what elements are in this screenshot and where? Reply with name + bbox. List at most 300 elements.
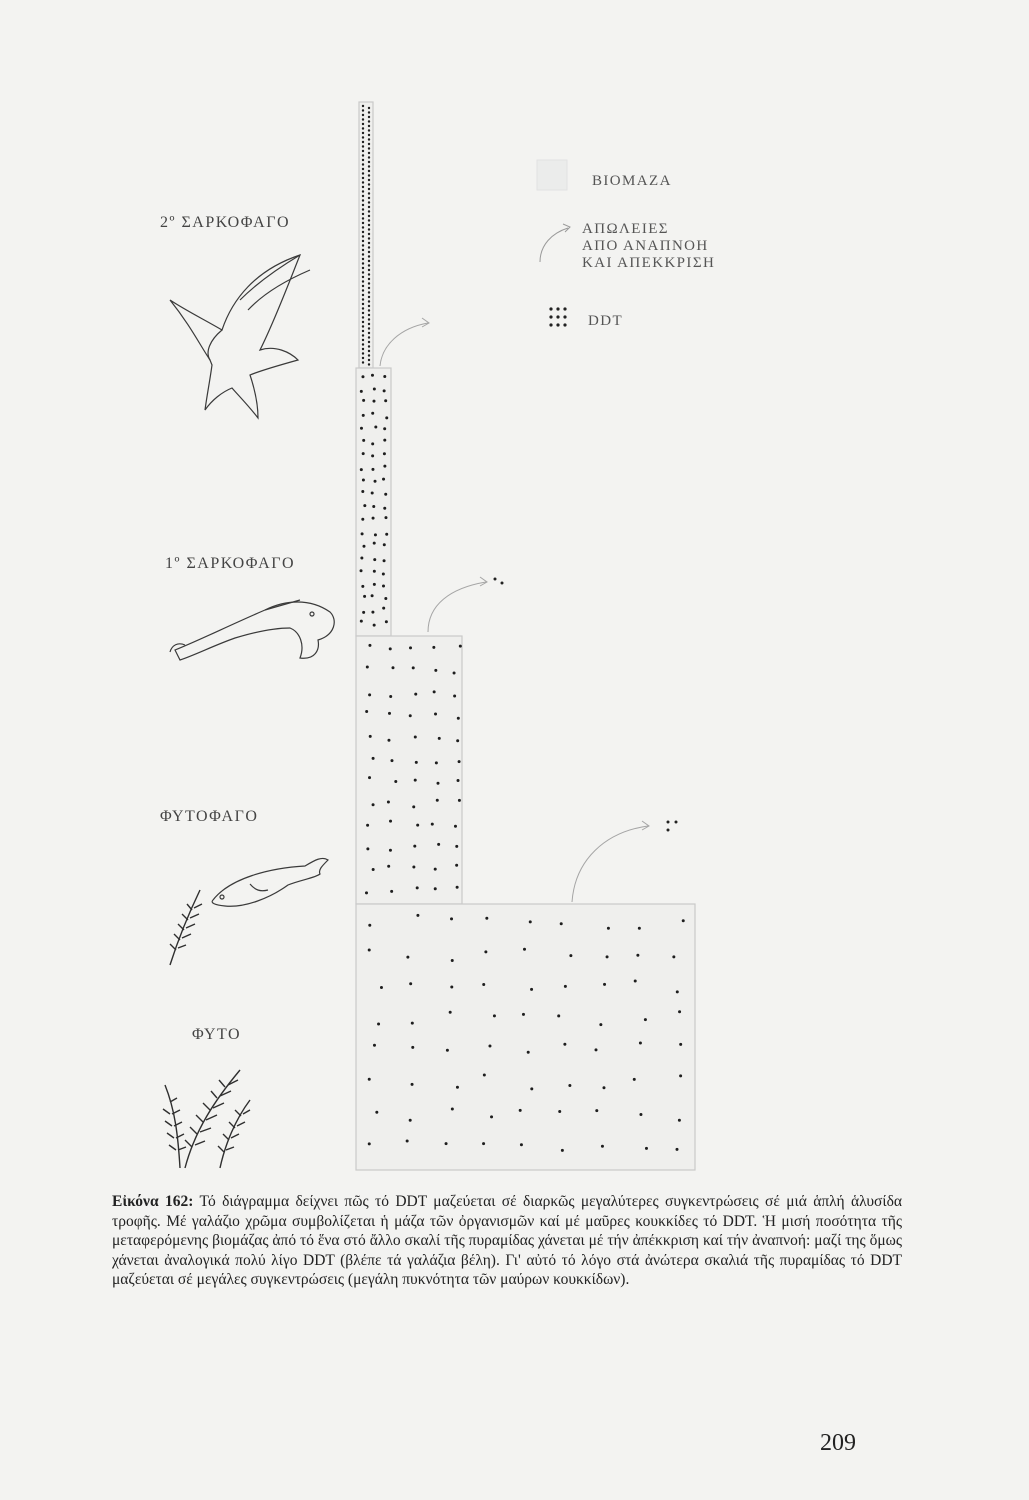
ddt-dot bbox=[362, 231, 364, 233]
ddt-dot bbox=[368, 296, 370, 298]
ddt-dot bbox=[368, 107, 370, 109]
ddt-dot bbox=[368, 219, 370, 221]
ddt-dot bbox=[409, 714, 412, 717]
ddt-dot bbox=[368, 314, 370, 316]
ddt-dot bbox=[362, 177, 364, 179]
ddt-dot bbox=[678, 1119, 681, 1122]
ddt-dot bbox=[412, 866, 415, 869]
ddt-dot bbox=[371, 611, 374, 614]
ddt-dot bbox=[456, 1086, 459, 1089]
ddt-dot bbox=[368, 188, 370, 190]
ddt-dot bbox=[437, 782, 440, 785]
ddt-dot bbox=[360, 390, 363, 393]
ddt-dot bbox=[368, 224, 370, 226]
ddt-dot bbox=[411, 1083, 414, 1086]
ddt-dot bbox=[435, 761, 438, 764]
ddt-dot bbox=[368, 210, 370, 212]
ddt-dot bbox=[362, 611, 365, 614]
ddt-dot bbox=[412, 805, 415, 808]
label-plant: ΦΥΤΟ bbox=[192, 1026, 242, 1043]
ddt-dot bbox=[372, 803, 375, 806]
ddt-dot bbox=[384, 516, 387, 519]
ddt-dot bbox=[682, 919, 685, 922]
ddt-dot bbox=[362, 479, 365, 482]
ddt-dot bbox=[368, 174, 370, 176]
ddt-dot bbox=[679, 1074, 682, 1077]
plant-icon bbox=[163, 1070, 250, 1168]
ddt-dot bbox=[362, 217, 364, 219]
ddt-dot bbox=[369, 735, 372, 738]
ddt-dot bbox=[363, 504, 366, 507]
ddt-dot bbox=[385, 533, 388, 536]
ddt-dot bbox=[368, 125, 370, 127]
ddt-dot bbox=[368, 161, 370, 163]
ddt-dot bbox=[385, 620, 388, 623]
ddt-dot bbox=[678, 1010, 681, 1013]
ddt-dot bbox=[434, 887, 437, 890]
ddt-dot bbox=[372, 505, 375, 508]
loss-arrow-bottom-icon bbox=[572, 826, 648, 902]
ddt-dot bbox=[372, 517, 375, 520]
ddt-dot bbox=[368, 323, 370, 325]
figure-caption bbox=[112, 1192, 902, 1290]
ddt-dot bbox=[389, 820, 392, 823]
ddt-dot bbox=[360, 569, 363, 572]
ddt-dot bbox=[368, 354, 370, 356]
ddt-dot bbox=[368, 350, 370, 352]
label-second-carnivore: 2º ΣΑΡΚΟΦΑΓΟ bbox=[160, 214, 291, 231]
ddt-dot bbox=[368, 282, 370, 284]
ddt-dot bbox=[362, 357, 364, 359]
ddt-dot bbox=[482, 983, 485, 986]
ddt-dot bbox=[368, 318, 370, 320]
ddt-dot bbox=[360, 556, 363, 559]
ddt-dot bbox=[607, 927, 610, 930]
ddt-dot bbox=[383, 543, 386, 546]
ddt-dot bbox=[368, 138, 370, 140]
ddt-dot bbox=[457, 779, 460, 782]
ddt-dot bbox=[599, 1023, 602, 1026]
ddt-dot bbox=[368, 264, 370, 266]
ddt-dot bbox=[362, 114, 364, 116]
ddt-dot bbox=[360, 468, 363, 471]
ddt-dot bbox=[368, 197, 370, 199]
ddt-dot bbox=[414, 693, 417, 696]
ddt-dot bbox=[368, 336, 370, 338]
ddt-dot bbox=[365, 710, 368, 713]
ddt-dot bbox=[373, 570, 376, 573]
ddt-dot bbox=[457, 717, 460, 720]
ddt-dot bbox=[458, 799, 461, 802]
ddt-dot bbox=[371, 492, 374, 495]
ddt-dot bbox=[406, 1140, 409, 1143]
ddt-dot bbox=[519, 1109, 522, 1112]
ddt-dot bbox=[409, 646, 412, 649]
ddt-dot bbox=[434, 713, 437, 716]
ddt-dot bbox=[564, 985, 567, 988]
ddt-dot bbox=[446, 1049, 449, 1052]
ddt-dot bbox=[368, 237, 370, 239]
ddt-dot bbox=[433, 690, 436, 693]
ddt-dot bbox=[371, 374, 374, 377]
legend-biomass-label: ΒΙΟΜΑΖΑ bbox=[592, 173, 672, 189]
ddt-dot bbox=[361, 518, 364, 521]
ddt-dot bbox=[368, 147, 370, 149]
legend-losses-line3: ΚΑΙ ΑΠΕΚΚΡΙΣΗ bbox=[582, 255, 716, 271]
ddt-dot bbox=[362, 109, 364, 111]
ddt-dot bbox=[380, 986, 383, 989]
ddt-dot bbox=[488, 1045, 491, 1048]
ddt-dot bbox=[368, 192, 370, 194]
ddt-dot bbox=[458, 760, 461, 763]
ddt-dot bbox=[362, 307, 364, 309]
ddt-dot bbox=[362, 235, 364, 237]
ddt-dot bbox=[368, 251, 370, 253]
ddt-dot bbox=[389, 695, 392, 698]
ddt-dot bbox=[368, 165, 370, 167]
ddt-dot bbox=[485, 917, 488, 920]
ddt-dot bbox=[639, 1113, 642, 1116]
ddt-dot bbox=[368, 359, 370, 361]
ddt-dot bbox=[362, 253, 364, 255]
ddt-dot bbox=[454, 825, 457, 828]
ddt-dot bbox=[362, 316, 364, 318]
ddt-dot bbox=[383, 507, 386, 510]
ddt-dot bbox=[636, 954, 639, 957]
ddt-dot bbox=[414, 735, 417, 738]
ddt-dot bbox=[368, 269, 370, 271]
ddt-dot bbox=[644, 1018, 647, 1021]
ddt-dot bbox=[373, 542, 376, 545]
ddt-dot bbox=[362, 132, 364, 134]
ddt-dot bbox=[362, 289, 364, 291]
ddt-dot bbox=[368, 233, 370, 235]
biomass-pyramid bbox=[356, 102, 695, 1170]
ddt-dot bbox=[362, 181, 364, 183]
ddt-dot bbox=[362, 258, 364, 260]
ddt-dot bbox=[368, 305, 370, 307]
ddt-dot bbox=[529, 920, 532, 923]
ddt-dot bbox=[368, 260, 370, 262]
ddt-dot bbox=[520, 1143, 523, 1146]
loss-ddt-dots bbox=[494, 578, 678, 832]
ddt-dot bbox=[455, 845, 458, 848]
ddt-dot bbox=[362, 141, 364, 143]
ddt-dot bbox=[561, 1149, 564, 1152]
ddt-dot bbox=[368, 924, 371, 927]
ddt-dot bbox=[558, 1110, 561, 1113]
eagle-icon bbox=[170, 255, 310, 418]
ddt-dot bbox=[451, 1108, 454, 1111]
ddt-dot bbox=[368, 332, 370, 334]
ddt-dot bbox=[390, 890, 393, 893]
ddt-dot bbox=[411, 1022, 414, 1025]
ddt-dot bbox=[368, 273, 370, 275]
ddt-dot bbox=[368, 116, 370, 118]
ddt-dot bbox=[362, 127, 364, 129]
ddt-dot bbox=[484, 950, 487, 953]
ddt-dot bbox=[362, 150, 364, 152]
ddt-dot bbox=[606, 955, 609, 958]
grass-small-icon bbox=[170, 890, 202, 965]
ddt-dot bbox=[672, 955, 675, 958]
ddt-dot bbox=[456, 739, 459, 742]
ddt-dot bbox=[368, 215, 370, 217]
ddt-dot bbox=[522, 1013, 525, 1016]
ddt-dot bbox=[362, 414, 365, 417]
ddt-dot bbox=[633, 1078, 636, 1081]
ddt-dot bbox=[676, 990, 679, 993]
ddt-dot bbox=[368, 228, 370, 230]
ddt-dot bbox=[382, 478, 385, 481]
ddt-dot bbox=[384, 399, 387, 402]
ddt-dot bbox=[362, 145, 364, 147]
ddt-dot bbox=[368, 183, 370, 185]
ddt-dot bbox=[482, 1142, 485, 1145]
ddt-dot bbox=[413, 845, 416, 848]
ddt-dot bbox=[368, 143, 370, 145]
ddt-dot bbox=[412, 666, 415, 669]
ddt-dot bbox=[374, 480, 377, 483]
ddt-dot bbox=[362, 439, 365, 442]
ddt-dot bbox=[416, 824, 419, 827]
ddt-dot bbox=[601, 1145, 604, 1148]
predatory-fish-icon bbox=[170, 600, 334, 660]
herbivore-fish-icon bbox=[212, 858, 328, 906]
ddt-dot bbox=[361, 375, 364, 378]
ddt-dot bbox=[375, 1111, 378, 1114]
ddt-dot bbox=[368, 111, 370, 113]
ddt-dot bbox=[362, 195, 364, 197]
ddt-dot bbox=[527, 1051, 530, 1054]
ddt-dot bbox=[372, 757, 375, 760]
ddt-dot bbox=[530, 1087, 533, 1090]
ddt-dot bbox=[434, 868, 437, 871]
ddt-dot bbox=[362, 361, 364, 363]
ddt-dot bbox=[362, 172, 364, 174]
ddt-dot bbox=[362, 244, 364, 246]
ddt-dot bbox=[431, 823, 434, 826]
loss-arrow-middle-icon bbox=[428, 582, 486, 632]
ddt-dot bbox=[416, 914, 419, 917]
ddt-dot bbox=[638, 927, 641, 930]
ddt-dot bbox=[560, 922, 563, 925]
ddt-dot bbox=[373, 624, 376, 627]
ddt-dot bbox=[362, 276, 364, 278]
ddt-dot bbox=[362, 271, 364, 273]
ddt-dot bbox=[371, 468, 374, 471]
ddt-dot bbox=[368, 278, 370, 280]
ddt-dot bbox=[362, 267, 364, 269]
ddt-dot bbox=[362, 118, 364, 120]
ddt-dot bbox=[360, 427, 363, 430]
ddt-dot bbox=[368, 291, 370, 293]
ddt-dot bbox=[371, 412, 374, 415]
ddt-dot bbox=[368, 644, 371, 647]
ddt-dot bbox=[368, 345, 370, 347]
ddt-dot bbox=[362, 325, 364, 327]
ddt-dot bbox=[437, 843, 440, 846]
ddt-dot bbox=[368, 327, 370, 329]
ddt-dot bbox=[384, 493, 387, 496]
ddt-dot bbox=[373, 1044, 376, 1047]
ddt-dot bbox=[368, 179, 370, 181]
ddt-dot bbox=[490, 1115, 493, 1118]
label-herbivore: ΦΥΤΟΦΑΓΟ bbox=[160, 808, 259, 825]
ddt-dot bbox=[362, 222, 364, 224]
ddt-dot bbox=[432, 646, 435, 649]
ddt-dot bbox=[372, 868, 375, 871]
legend-ddt-dots-icon bbox=[549, 307, 566, 326]
ddt-dot bbox=[362, 190, 364, 192]
ddt-dot bbox=[362, 199, 364, 201]
ddt-dot bbox=[414, 779, 417, 782]
ddt-dot bbox=[362, 298, 364, 300]
ddt-dot bbox=[362, 208, 364, 210]
ddt-dot bbox=[373, 583, 376, 586]
ddt-dot bbox=[450, 985, 453, 988]
ddt-dot bbox=[368, 1142, 371, 1145]
caption-label: Εἰκόνα 162: bbox=[112, 1193, 194, 1210]
ddt-dot bbox=[362, 545, 365, 548]
ddt-dot bbox=[445, 1142, 448, 1145]
ddt-dot bbox=[362, 339, 364, 341]
ddt-dot bbox=[368, 1078, 371, 1081]
ddt-dot bbox=[362, 343, 364, 345]
loss-arrow-top-icon bbox=[380, 323, 428, 366]
ddt-dot bbox=[368, 255, 370, 257]
ddt-dot bbox=[368, 246, 370, 248]
ddt-dot bbox=[360, 620, 363, 623]
ddt-dot bbox=[365, 891, 368, 894]
ddt-dot bbox=[361, 532, 364, 535]
ddt-dot bbox=[483, 1074, 486, 1077]
ddt-dot bbox=[362, 226, 364, 228]
ddt-dot bbox=[595, 1048, 598, 1051]
ddt-dot bbox=[409, 1119, 412, 1122]
ddt-dot bbox=[368, 152, 370, 154]
ddt-dot bbox=[450, 917, 453, 920]
ddt-dot bbox=[362, 452, 365, 455]
ddt-dot bbox=[383, 389, 386, 392]
ddt-dot bbox=[362, 136, 364, 138]
ddt-dot bbox=[453, 695, 456, 698]
ddt-dot bbox=[383, 375, 386, 378]
ddt-dot bbox=[374, 425, 377, 428]
ddt-dot bbox=[389, 647, 392, 650]
ddt-dot bbox=[362, 330, 364, 332]
ddt-dot bbox=[382, 607, 385, 610]
ddt-dot bbox=[362, 213, 364, 215]
legend-losses-line2: ΑΠΟ ΑΝΑΠΝΟΗ bbox=[582, 238, 709, 254]
ddt-dot bbox=[383, 559, 386, 562]
ddt-dot bbox=[530, 988, 533, 991]
legend-loss-arrow-icon bbox=[540, 228, 568, 262]
ddt-dot bbox=[416, 886, 419, 889]
bar-herbivore bbox=[356, 636, 462, 904]
caption-text: Τό διάγραμμα δείχνει πῶς τό DDT μαζεύεται σέ διαρκῶς μεγαλύτερες συγκεντρώσεις σέ μιά ἁπλή ἁλυσίδα τροφῆς. Μέ γαλάζιο χρῶμα συμβολίζεται ἡ μάζα τῶν ὀργανισμῶν καί μέ μαῦρες κουκκίδες τό DDT. Ἡ μισή ποσότητα τῆς μεταφερόμενης βιομάζας ἀπό τό ἕνα στό ἄλλο σκαλί τῆς πυραμίδας χάνεται μέ τήν ἀπέκκριση καί τήν ἀναπνοή: μαζί της ὅμως χάνεται ἀναλογικά πολύ λίγο DDT (βλέπε τά γαλάζια βέλη). Γι' αὐτό τό λόγο στά ἀνώτερα σκαλιά τῆς πυραμίδας τό DDT μαζεύεται σέ μεγάλες συγκεντρώσεις (μεγάλη πυκνότητα τῶν μαύρων κουκκίδων). bbox=[112, 1193, 902, 1288]
ddt-dot bbox=[366, 847, 369, 850]
ddt-dot bbox=[363, 595, 366, 598]
ddt-dot bbox=[603, 983, 606, 986]
ddt-dot bbox=[377, 1022, 380, 1025]
bar-second-carnivore bbox=[359, 102, 373, 368]
ddt-dot bbox=[563, 1043, 566, 1046]
ddt-dot bbox=[371, 594, 374, 597]
ddt-dot bbox=[387, 865, 390, 868]
legend-ddt-label: DDT bbox=[588, 313, 624, 329]
ddt-dot bbox=[382, 572, 385, 575]
ddt-dot bbox=[493, 1014, 496, 1017]
ddt-dot bbox=[449, 1011, 452, 1014]
ddt-dot bbox=[368, 948, 371, 951]
ddt-dot bbox=[371, 454, 374, 457]
ddt-dot bbox=[373, 558, 376, 561]
ddt-dot bbox=[362, 321, 364, 323]
ddt-dot bbox=[406, 956, 409, 959]
ddt-dot bbox=[394, 780, 397, 783]
ddt-dot bbox=[368, 363, 370, 365]
ddt-dot bbox=[368, 242, 370, 244]
ddt-dot bbox=[409, 982, 412, 985]
ddt-dot bbox=[362, 249, 364, 251]
ddt-dot bbox=[411, 1046, 414, 1049]
ddt-dot bbox=[453, 672, 456, 675]
bar-plant bbox=[356, 904, 695, 1170]
ddt-dot bbox=[391, 666, 394, 669]
ddt-dot bbox=[383, 452, 386, 455]
ddt-dot bbox=[362, 312, 364, 314]
ddt-dot bbox=[362, 159, 364, 161]
ddt-dot bbox=[374, 533, 377, 536]
ddt-dot bbox=[456, 886, 459, 889]
ddt-dot bbox=[361, 490, 364, 493]
ddt-dot bbox=[368, 134, 370, 136]
ddt-dot bbox=[568, 1084, 571, 1087]
ddt-dot bbox=[557, 1014, 560, 1017]
ddt-dot bbox=[455, 864, 458, 867]
ddt-dot bbox=[634, 979, 637, 982]
ddt-dot bbox=[362, 334, 364, 336]
ddt-dot bbox=[451, 959, 454, 962]
ddt-dot bbox=[368, 287, 370, 289]
ddt-dot bbox=[676, 1148, 679, 1151]
ddt-dot bbox=[368, 300, 370, 302]
ddt-dot bbox=[382, 584, 385, 587]
ddt-dot bbox=[459, 645, 462, 648]
ddt-dot bbox=[383, 427, 386, 430]
ddt-dot bbox=[388, 712, 391, 715]
ddt-dot bbox=[383, 439, 386, 442]
ddt-dot bbox=[362, 303, 364, 305]
ddt-dot bbox=[368, 156, 370, 158]
ddt-dot bbox=[384, 597, 387, 600]
ddt-dot bbox=[362, 285, 364, 287]
ddt-dot bbox=[372, 400, 375, 403]
ddt-dot bbox=[362, 348, 364, 350]
ddt-dot bbox=[383, 465, 386, 468]
ddt-dot bbox=[362, 399, 365, 402]
ddt-dot bbox=[362, 294, 364, 296]
ddt-dot bbox=[362, 240, 364, 242]
ddt-dot bbox=[362, 154, 364, 156]
ddt-dot bbox=[523, 948, 526, 951]
ddt-dot bbox=[362, 163, 364, 165]
ddt-dot bbox=[362, 262, 364, 264]
ddt-dot bbox=[362, 168, 364, 170]
ddt-dot bbox=[639, 1042, 642, 1045]
ddt-dot bbox=[368, 693, 371, 696]
